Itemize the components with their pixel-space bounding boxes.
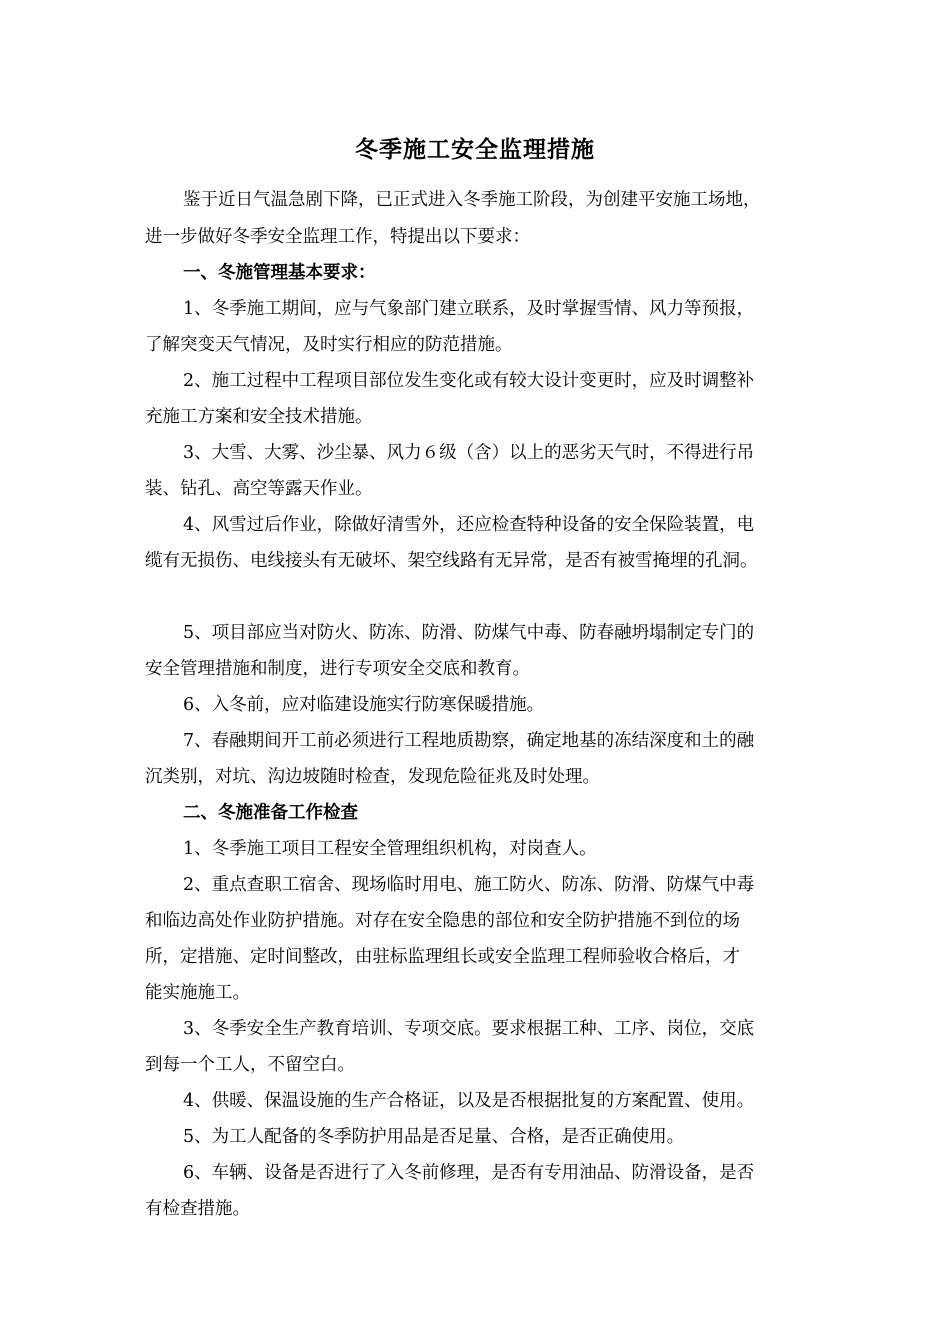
document-title: 冬季施工安全监理措施 [355, 136, 595, 163]
paragraph-line: 2、施工过程中工程项目部位发生变化或有较大设计变更时，应及时调整补 [183, 371, 755, 391]
paragraph-line: 所，定措施、定时间整改，由驻标监理组长或安全监理工程师验收合格后，才 [145, 947, 740, 967]
paragraph-line: 5、为工人配备的冬季防护用品是否足量、合格，是否正确使用。 [183, 1127, 685, 1147]
paragraph-line: 6、入冬前，应对临建设施实行防寒保暖措施。 [183, 695, 545, 715]
paragraph-line: 3、冬季安全生产教育培训、专项交底。要求根据工种、工序、岗位，交底 [183, 1019, 755, 1039]
paragraph-line: 5、项目部应当对防火、防冻、防滑、防煤气中毒、防春融坍塌制定专门的 [183, 623, 755, 643]
section-heading-2: 二、冬施准备工作检查 [183, 803, 358, 823]
paragraph-line: 能实施施工。 [145, 983, 250, 1003]
paragraph-line: 沉类别，对坑、沟边坡随时检查，发现危险征兆及时处理。 [145, 767, 600, 787]
paragraph-line: 7、春融期间开工前必须进行工程地质勘察，确定地基的冻结深度和土的融 [183, 731, 755, 751]
paragraph-line: 装、钻孔、高空等露天作业。 [145, 479, 373, 499]
paragraph-line: 1、冬季施工项目工程安全管理组织机构，对岗查人。 [183, 839, 597, 859]
paragraph-line: 4、风雪过后作业，除做好清雪外，还应检查特种设备的安全保险装置，电 [183, 515, 755, 535]
paragraph-line: 6、车辆、设备是否进行了入冬前修理，是否有专用油品、防滑设备，是否 [183, 1163, 755, 1183]
paragraph-line: 安全管理措施和制度，进行专项安全交底和教育。 [145, 659, 530, 679]
paragraph-line: 1、冬季施工期间，应与气象部门建立联系，及时掌握雪情、风力等预报， [183, 299, 755, 319]
paragraph-line: 2、重点查职工宿舍、现场临时用电、施工防火、防冻、防滑、防煤气中毒 [183, 875, 755, 895]
section-heading-1: 一、冬施管理基本要求： [183, 263, 376, 283]
paragraph-line: 4、供暖、保温设施的生产合格证，以及是否根据批复的方案配置、使用。 [183, 1091, 755, 1111]
paragraph-line: 有检查措施。 [145, 1199, 250, 1219]
paragraph-line: 3、大雪、大雾、沙尘暴、风力６级（含）以上的恶劣天气时，不得进行吊 [183, 443, 755, 463]
intro-line-1: 鉴于近日气温急剧下降，已正式进入冬季施工阶段，为创建平安施工场地， [183, 190, 761, 210]
paragraph-line: 和临边高处作业防护措施。对存在安全隐患的部位和安全防护措施不到位的场 [145, 911, 740, 931]
paragraph-line: 充施工方案和安全技术措施。 [145, 407, 373, 427]
intro-line-2: 进一步做好冬季安全监理工作，特提出以下要求： [145, 227, 530, 247]
paragraph-line: 缆有无损伤、电线接头有无破坏、架空线路有无异常，是否有被雪掩埋的孔洞。 [145, 551, 758, 571]
paragraph-line: 到每一个工人，不留空白。 [145, 1055, 355, 1075]
paragraph-line: 了解突变天气情况，及时实行相应的防范措施。 [145, 335, 513, 355]
